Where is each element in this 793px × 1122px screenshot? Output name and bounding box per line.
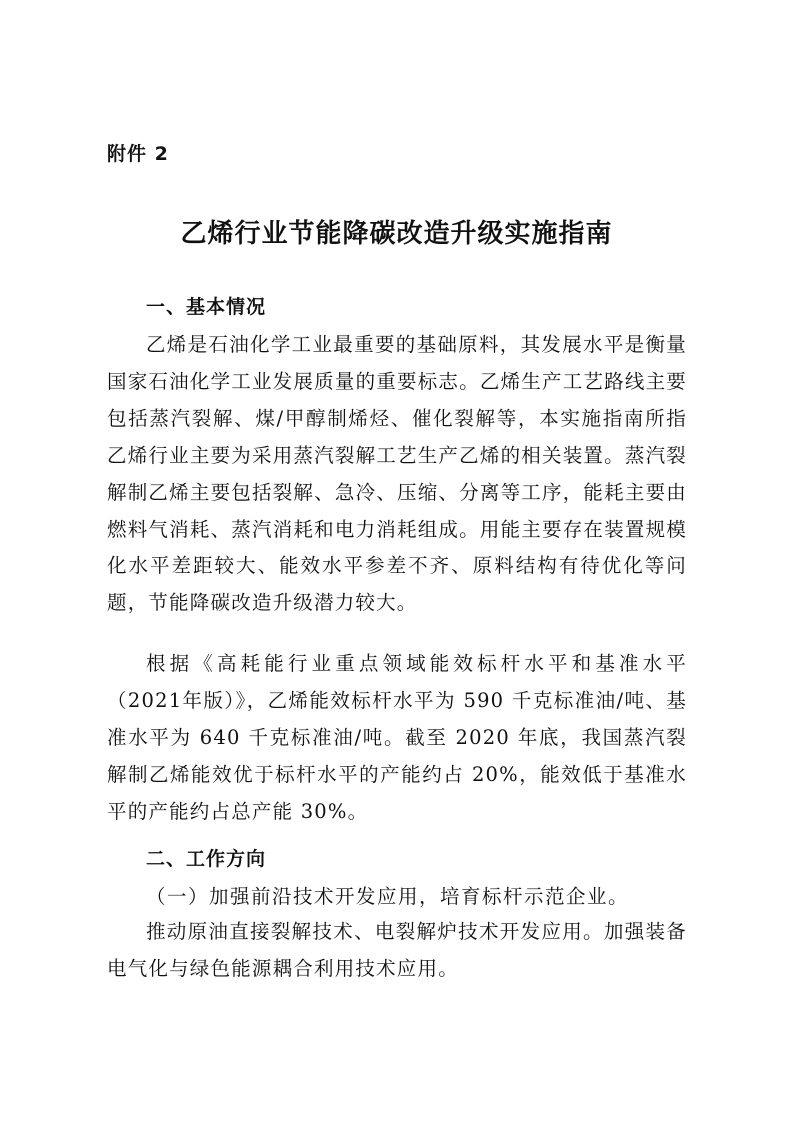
section-heading-basic-situation: 一、基本情况 [146, 296, 267, 318]
section-heading-work-direction: 二、工作方向 [146, 848, 267, 870]
document-title: 乙烯行业节能降碳改造升级实施指南 [180, 219, 613, 249]
paragraph-efficiency-benchmark: 根据《高耗能行业重点领域能效标杆水平和基准水平（2021年版）》，乙烯能效标杆水平为 590 千克标准油/吨、基准水平为 640 千克标准油/吨。截至 2020 年底，我国蒸汽裂解制乙烯能效优于标杆水平的产能约占 20%，能效低于基准水平的产能约占总产能 30%。 [107, 652, 687, 823]
sub-heading-frontier-technology: （一）加强前沿技术开发应用，培育标杆示范企业。 [146, 885, 630, 908]
paragraph-frontier-technology: 推动原油直接裂解技术、电裂解炉技术开发应用。加强装备电气化与绿色能源耦合利用技术应用。 [107, 920, 687, 980]
attachment-label: 附件 2 [107, 143, 169, 165]
paragraph-basic-situation: 乙烯是石油化学工业最重要的基础原料，其发展水平是衡量国家石油化学工业发展质量的重要标志。乙烯生产工艺路线主要包括蒸汽裂解、煤/甲醇制烯烃、催化裂解等，本实施指南所指乙烯行业主要为采用蒸汽裂解工艺生产乙烯的相关装置。蒸汽裂解制乙烯主要包括裂解、急冷、压缩、分离等工序，能耗主要由燃料气消耗、蒸汽消耗和电力消耗组成。用能主要存在装置规模化水平差距较大、能效水平参差不齐、原料结构有待优化等问题，节能降碳改造升级潜力较大。 [107, 333, 687, 615]
